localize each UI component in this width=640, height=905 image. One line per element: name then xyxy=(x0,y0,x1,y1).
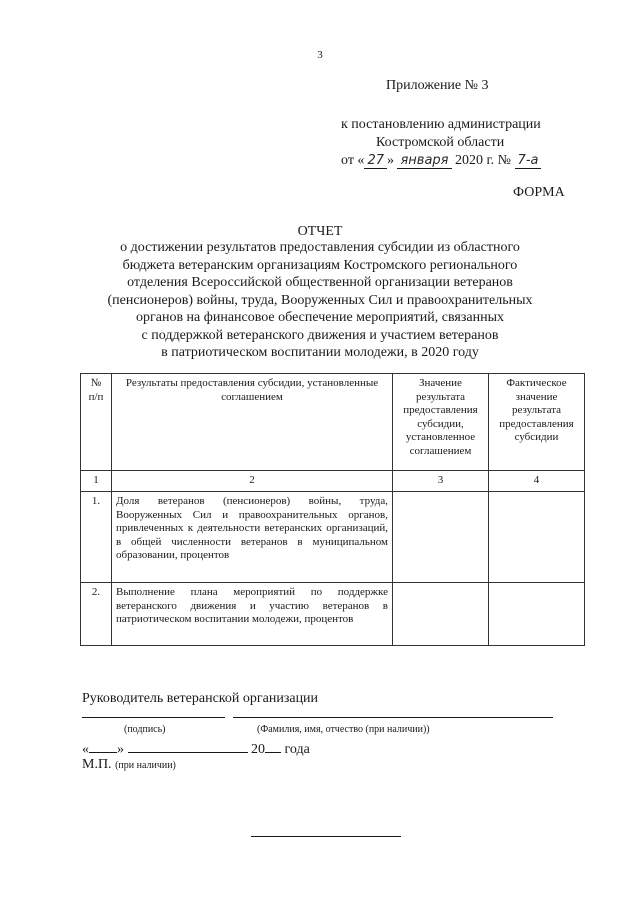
row-planned-value[interactable] xyxy=(393,583,489,646)
handwritten-day: 27 xyxy=(364,153,387,169)
row-result-text: Доля ветеранов (пенсионеров) войны, труда, Вооруженных Сил и правоохранительных органов, привлеченных к деятельности ветеранских организаций, в общей численности ветеранов в муниципальном образовании, процентов xyxy=(112,492,393,583)
name-caption: (Фамилия, имя, отчество (при наличии)) xyxy=(257,724,430,735)
head-of-organization-label: Руководитель ветеранской организации xyxy=(82,691,319,706)
column-number: 4 xyxy=(489,471,585,492)
seal-note: (при наличии) xyxy=(115,760,176,771)
year-suffix: года xyxy=(284,742,310,757)
row-number: 2. xyxy=(81,583,112,646)
decree-date-line xyxy=(341,153,541,169)
report-title: ОТЧЕТ xyxy=(297,224,343,239)
header-cell-planned-value: Значение результата предоставления субсидии, установленное соглашением xyxy=(393,374,489,471)
table-column-number-row xyxy=(81,471,585,492)
signature-caption: (подпись) xyxy=(124,724,166,735)
header-cell-actual-value: Фактическое значение результата предоставления субсидии xyxy=(489,374,585,471)
table-row xyxy=(81,583,585,646)
month-blank[interactable] xyxy=(128,738,248,753)
row-planned-value[interactable] xyxy=(393,492,489,583)
subtitle-line: (пенсионеров) войны, труда, Вооруженных Сил и правоохранительных xyxy=(107,292,533,308)
decree-line-2: Костромской области xyxy=(376,135,505,150)
handwritten-decree-number: 7-а xyxy=(515,153,542,169)
date-year: 2020 г. № xyxy=(455,153,512,168)
handwritten-month: января xyxy=(397,153,451,169)
date-fill-row xyxy=(82,738,310,758)
seal-line xyxy=(82,757,176,773)
column-number: 3 xyxy=(393,471,489,492)
subtitle-line: бюджета ветеранским организациям Костромского регионального xyxy=(122,257,518,273)
column-number: 2 xyxy=(112,471,393,492)
date-quote-close: » xyxy=(386,153,394,168)
row-result-text: Выполнение плана мероприятий по поддержке ветеранского движения и участию ветеранов в патриотическом воспитании молодежи, процентов xyxy=(112,583,393,646)
signature-line[interactable] xyxy=(82,717,225,718)
header-cell-results: Результаты предоставления субсидии, установленные соглашением xyxy=(112,374,393,471)
date-open-quote: « xyxy=(82,742,89,757)
table-header-row xyxy=(81,374,585,471)
appendix-label: Приложение № 3 xyxy=(386,78,489,93)
row-actual-value[interactable] xyxy=(489,583,585,646)
report-subtitle xyxy=(60,239,580,362)
form-label: ФОРМА xyxy=(513,185,565,200)
date-close-quote: » xyxy=(117,742,124,757)
year-blank[interactable] xyxy=(265,738,281,753)
decree-line-1: к постановлению администрации xyxy=(341,117,541,132)
table-row xyxy=(81,492,585,583)
header-cell-number: № п/п xyxy=(81,374,112,471)
subtitle-line: в патриотическом воспитании молодежи, в 2020 году xyxy=(161,345,479,360)
subtitle-line: органов на финансовое обеспечение мероприятий, связанных xyxy=(136,310,504,325)
seal-label: М.П. xyxy=(82,757,112,772)
page-number: 3 xyxy=(317,49,323,61)
closing-divider xyxy=(251,836,401,837)
subtitle-line: отделения Всероссийской общественной организации ветеранов xyxy=(127,275,513,290)
report-table xyxy=(80,373,585,646)
subtitle-line: о достижении результатов предоставления субсидии из областного xyxy=(120,240,520,255)
day-blank[interactable] xyxy=(89,738,117,753)
column-number: 1 xyxy=(81,471,112,492)
row-number: 1. xyxy=(81,492,112,583)
name-line[interactable] xyxy=(233,717,553,718)
row-actual-value[interactable] xyxy=(489,492,585,583)
subtitle-line: с поддержкой ветеранского движения и участием ветеранов xyxy=(141,327,499,343)
year-prefix: 20 xyxy=(251,742,265,757)
date-prefix: от « xyxy=(341,153,365,168)
